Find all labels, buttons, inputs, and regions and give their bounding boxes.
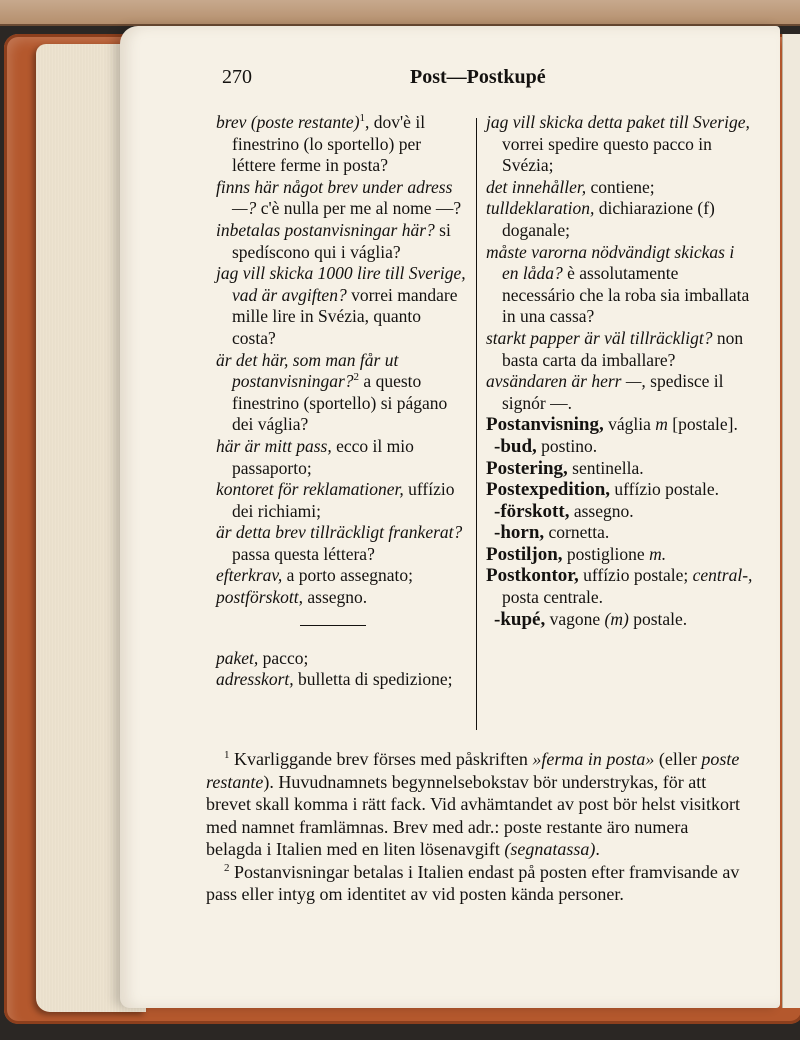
footnote-marker: 1: [359, 112, 366, 125]
phrase-swedish: avsändaren är herr —,: [486, 371, 646, 392]
phrase-entry: [216, 479, 466, 522]
page-number: 270: [222, 66, 252, 88]
phrase-swedish: jag vill skicka detta paket till Sverige,: [486, 112, 750, 132]
phrase-italian: a questo finestrino (sportello) si págano dei váglia?: [232, 371, 448, 435]
headword: -horn,: [494, 522, 545, 544]
headword-entry: [486, 436, 754, 458]
phrase-swedish: starkt papper är väl tillräckligt?: [486, 327, 713, 348]
phrase-swedish: brev (poste restante): [216, 112, 360, 132]
phrase-italian: si spedíscono qui i váglia?: [232, 219, 451, 262]
phrase-entry: [216, 263, 466, 349]
shelf-edge: [0, 0, 800, 26]
phrase-swedish: adresskort,: [216, 669, 294, 690]
phrase-entry: [486, 328, 754, 371]
phrase-swedish: efterkrav,: [216, 565, 283, 586]
phrase-swedish: tulldeklaration,: [486, 198, 595, 219]
headword: -förskott,: [494, 500, 570, 522]
definition: vagone: [545, 608, 605, 629]
definition: uffízio postale.: [610, 479, 720, 500]
phrase-italian: passa questa léttera?: [232, 543, 375, 564]
phrase-swedish: här är mitt pass,: [216, 435, 332, 456]
next-page-edge: [782, 34, 800, 1008]
phrase-entry: [486, 198, 754, 241]
headword: Postering,: [486, 457, 568, 479]
definition: sentinella.: [567, 457, 644, 478]
left-column: [216, 112, 466, 691]
definition-italic: central-,: [692, 565, 753, 586]
phrase-entry: [216, 522, 466, 565]
phrase-swedish: jag vill skicka 1000 lire till Sverige, vad är avgiften?: [216, 263, 466, 305]
phrase-italian: è assolutamente necessário che la roba sia imballata in una cassa?: [502, 263, 750, 327]
phrase-italian: dichiarazione (f) doganale;: [502, 198, 715, 240]
definition-italic: m.: [649, 543, 667, 564]
phrase-italian: spedisce il signór —.: [502, 371, 724, 413]
phrase-swedish: finns här något brev under adress —?: [216, 176, 453, 219]
phrase-entry: [486, 371, 754, 414]
phrase-swedish: paket,: [216, 647, 259, 668]
footnote-2: $^2$ Postanvisningar betalas i Italien endast på posten efter framvisande av pass eller intyg om identitet av vid posten kända personer.: [206, 861, 740, 904]
phrase-italian: a porto assegnato;: [282, 565, 413, 586]
phrase-entry: [486, 112, 754, 177]
headword: Postkontor,: [486, 565, 579, 587]
headword-entry: [486, 414, 754, 436]
phrase-italian: contiene;: [586, 176, 655, 197]
definition: uffízio postale;: [578, 565, 693, 586]
headword: Postiljon,: [486, 543, 563, 565]
phrase-entry: [216, 648, 466, 670]
phrase-entry: [216, 436, 466, 479]
definition: postale.: [628, 608, 688, 629]
phrase-italian: non basta carta da imballare?: [502, 327, 744, 370]
definition: váglia: [603, 414, 656, 435]
definition: postiglione: [562, 543, 650, 564]
phrase-swedish: är detta brev tillräckligt frankerat?: [216, 522, 463, 543]
headword-entry: [486, 544, 754, 566]
definition: [postale].: [667, 414, 738, 435]
phrase-italian: ecco il mio passaporto;: [232, 435, 414, 478]
phrase-swedish: inbetalas postanvisningar här?: [216, 219, 435, 240]
headword-entry: [486, 565, 754, 608]
phrase-italian: pacco;: [258, 647, 309, 668]
headword: Postanvisning,: [486, 414, 604, 436]
phrase-entry: [216, 350, 466, 436]
phrase-entry: [486, 242, 754, 328]
phrase-italian: bulletta di spedizione;: [293, 669, 453, 690]
footnotes: [206, 748, 746, 906]
definition: postino.: [536, 435, 598, 456]
phrase-entry: [486, 177, 754, 199]
column-divider: [476, 118, 477, 730]
definition: assegno.: [569, 500, 634, 521]
page-title: Post—Postkupé: [410, 66, 546, 88]
phrase-swedish: kontoret för reklamationer,: [216, 479, 404, 500]
right-column: [486, 112, 754, 630]
phrase-swedish: är det här, som man får ut postanvisningar?: [216, 349, 399, 392]
phrase-entry: [216, 177, 466, 220]
phrase-italian: vorrei mandare mille lire in Svézia, quanto costa?: [232, 284, 458, 348]
headword: -kupé,: [494, 608, 546, 630]
phrase-italian: vorrei spedire questo pacco in Svézia;: [502, 133, 712, 176]
definition-italic: (m): [604, 608, 629, 629]
headword-entry: [486, 479, 754, 501]
headword-entry: [486, 609, 754, 631]
definition: posta centrale.: [502, 587, 604, 608]
phrase-italian: , dov'è il finestrino (lo sportello) per léttere ferme in posta?: [232, 112, 426, 176]
definition: cornetta.: [544, 522, 610, 543]
phrase-entry: [216, 669, 466, 691]
phrase-italian: c'è nulla per me al nome —?: [256, 198, 462, 219]
headword-entry: [486, 522, 754, 544]
phrase-entry: [216, 220, 466, 263]
phrase-entry: [216, 587, 466, 609]
headword: -bud,: [494, 435, 537, 457]
phrase-entry: [216, 112, 466, 177]
footnote-marker: 2: [353, 371, 360, 384]
phrase-entry: [216, 565, 466, 587]
phrase-italian: uffízio dei richiami;: [232, 479, 455, 521]
phrase-italian: assegno.: [303, 587, 368, 608]
phrase-swedish: måste varorna nödvändigt skickas i en låda?: [486, 241, 735, 284]
headword-entry: [486, 501, 754, 523]
definition-italic: m: [655, 414, 668, 435]
footnote-1: $^1$ Kvarliggande brev förses med påskriften »ferma in posta» (eller poste restante). Huvudnamnets begynnelsebokstav bör understrykas, för att brevet skall komma i rätt fack. Vid avhämtandet av post bör helst visitkort med namnet framlämnas. Brev med adr.: poste restante äro numera belagda i Italien med en liten lösenavgift (segnatassa).: [206, 749, 740, 859]
headword-entry: [486, 458, 754, 480]
phrase-swedish: det innehåller,: [486, 176, 587, 197]
section-rule: [300, 625, 366, 626]
headword: Postexpedition,: [486, 479, 611, 501]
phrase-swedish: postförskott,: [216, 587, 304, 608]
